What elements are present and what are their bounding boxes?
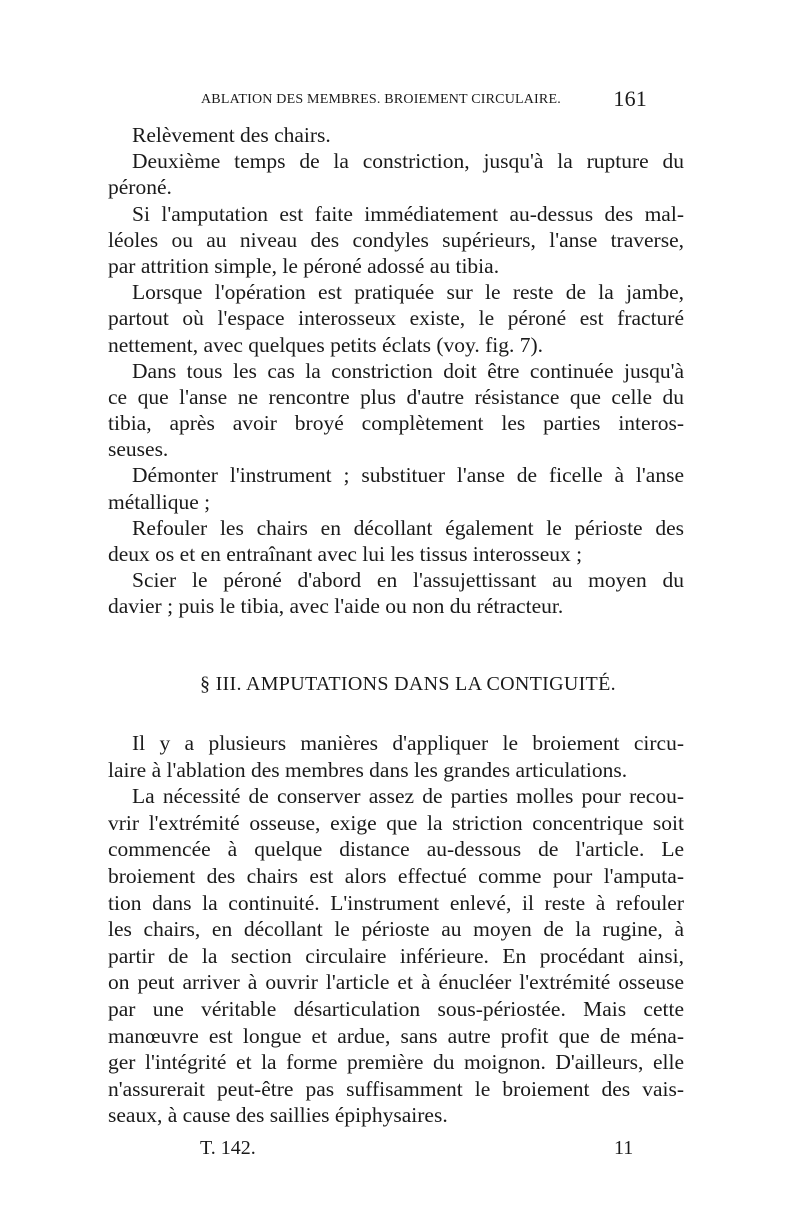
text-line: manœuvre est longue et ardue, sans autre profit que de ména- [108, 1023, 684, 1048]
text-line: Deuxième temps de la constriction, jusqu'à la rupture du [132, 149, 684, 174]
page-number: 161 [613, 86, 647, 111]
paragraph [108, 462, 684, 514]
text-line: métallique ; [108, 489, 211, 514]
text-line: tibia, après avoir broyé complètement les parties interos- [108, 411, 684, 436]
paragraph [108, 122, 684, 148]
text-line: Il y a plusieurs manières d'appliquer le broiement circu- [132, 731, 684, 755]
text-line: laire à l'ablation des membres dans les grandes articulations. [108, 757, 628, 782]
text-line: partout où l'espace interosseux existe, le péroné est fracturé [108, 306, 684, 331]
text-line: Si l'amputation est faite immédiatement au-dessus des mal- [132, 201, 684, 226]
text-line: davier ; puis le tibia, avec l'aide ou non du rétracteur. [108, 594, 564, 619]
paragraph [108, 358, 684, 463]
paragraph [108, 783, 684, 1129]
text-line: les chairs, en décollant le périoste au moyen de la rugine, à [108, 917, 684, 942]
section-title: § III. AMPUTATIONS DANS LA CONTIGUITÉ. [200, 673, 616, 695]
text-line: ce que l'anse ne rencontre plus d'autre résistance que celle du [108, 384, 684, 409]
paragraph [108, 567, 684, 619]
text-line: tion dans la continuité. L'instrument enlevé, il reste à refouler [108, 890, 684, 915]
paragraph [108, 279, 684, 358]
text-line: broiement des chairs est alors effectué comme pour l'amputa- [108, 863, 684, 888]
text-line: Dans tous les cas la constriction doit être continuée jusqu'à [132, 358, 684, 383]
text-line: Lorsque l'opération est pratiquée sur le reste de la jambe, [132, 280, 684, 305]
text-line: vrir l'extrémité osseuse, exige que la striction concentrique soit [108, 810, 684, 835]
text-line: nettement, avec quelques petits éclats (voy. fig. 7). [108, 332, 544, 357]
text-line: seuses. [108, 437, 169, 462]
text-line: Refouler les chairs en décollant également le périoste des [132, 515, 684, 540]
running-head [201, 86, 661, 114]
text-line: Démonter l'instrument ; substituer l'anse de ficelle à l'anse [132, 463, 684, 488]
paragraph [108, 515, 684, 567]
text-line: par attrition simple, le péroné adossé au tibia. [108, 253, 500, 278]
paragraph [108, 148, 684, 200]
paragraph [108, 730, 684, 783]
text-line: par une véritable désarticulation sous-périostée. Mais cette [108, 996, 684, 1021]
text-block-top [108, 122, 684, 620]
text-line: léoles ou au niveau des condyles supérieurs, l'anse traverse, [108, 227, 684, 252]
text-line: deux os et en entraînant avec lui les tissus interosseux ; [108, 542, 583, 566]
text-line: on peut arriver à ouvrir l'article et à énucléer l'extrémité osseuse [108, 970, 684, 995]
running-head-title: ABLATION DES MEMBRES. BROIEMENT CIRCULAIRE. [201, 92, 561, 107]
text-line: péroné. [108, 175, 172, 200]
text-line: La nécessité de conserver assez de parties molles pour recou- [132, 784, 684, 809]
text-line: seaux, à cause des saillies épiphysaires. [108, 1103, 448, 1128]
text-line: n'assurerait peut-être pas suffisamment le broiement des vais- [108, 1076, 684, 1101]
text-line: Scier le péroné d'abord en l'assujettissant au moyen du [132, 568, 684, 593]
text-line: ger l'intégrité et la forme première du moignon. D'ailleurs, elle [108, 1050, 684, 1075]
text-line: commencée à quelque distance au-dessous de l'article. Le [108, 837, 684, 862]
paragraph [108, 201, 684, 280]
text-line: partir de la section circulaire inférieure. En procédant ainsi, [108, 943, 684, 968]
signature-mark: T. 142. [200, 1137, 256, 1159]
text-line: Relèvement des chairs. [132, 123, 331, 147]
sheet-number: 11 [614, 1137, 634, 1159]
text-block-bottom [108, 730, 684, 1129]
